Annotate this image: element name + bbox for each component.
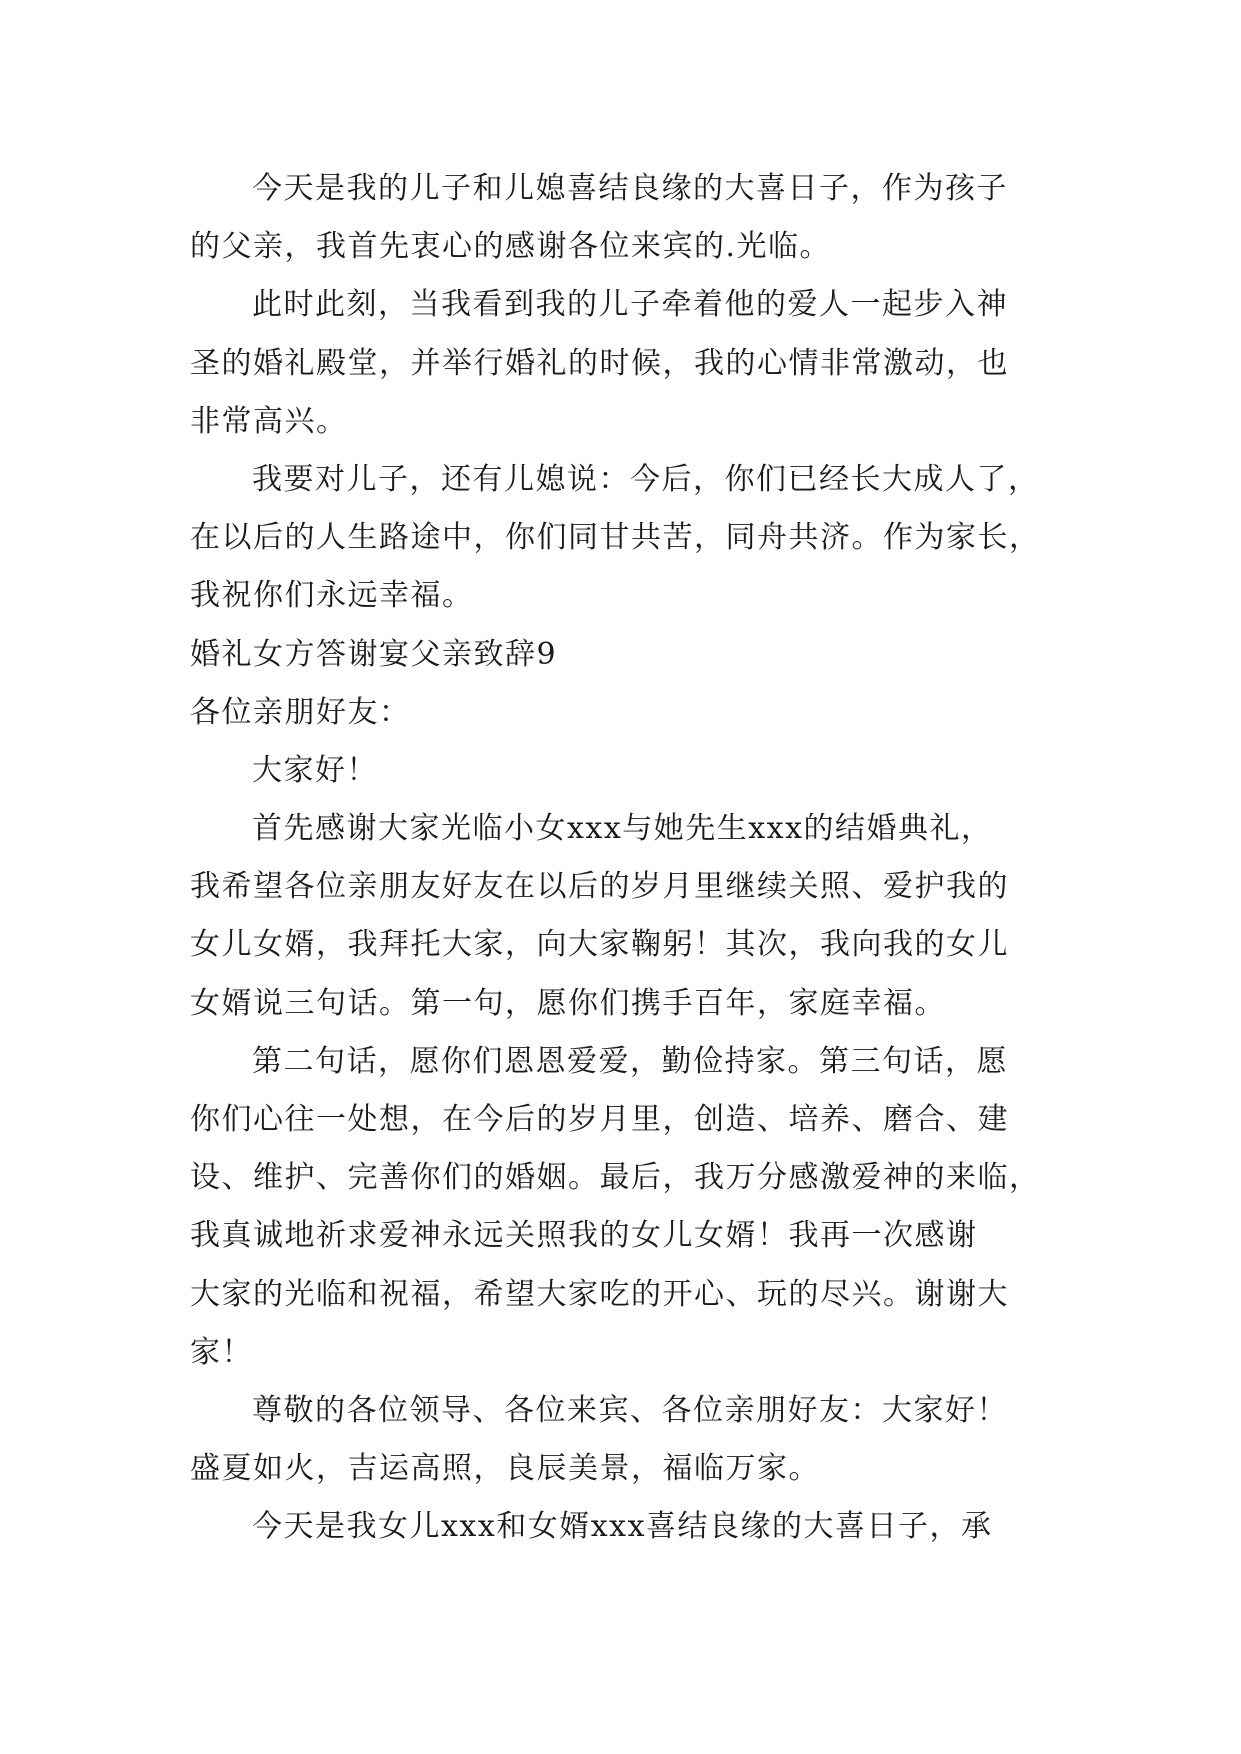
line-text: 我希望各位亲朋友好友在以后的岁月里继续关照、爱护我的 [190, 869, 1009, 905]
text-line [190, 335, 1052, 393]
line-text: 我祝你们永远幸福。 [190, 578, 474, 614]
text-line [190, 1498, 1052, 1556]
line-text: 女儿女婿，我拜托大家，向大家鞠躬！其次，我向我的女儿 [190, 927, 1009, 963]
document-body [190, 160, 1052, 1557]
line-text: 圣的婚礼殿堂，并举行婚礼的时候，我的心情非常激动，也 [190, 345, 1009, 381]
text-line [190, 451, 1052, 509]
text-line [190, 567, 1052, 625]
line-text: 女婿说三句话。第一句，愿你们携手百年，家庭幸福。 [190, 985, 946, 1021]
line-text: 大家的光临和祝福，希望大家吃的开心、玩的尽兴。谢谢大 [190, 1276, 1009, 1312]
line-text: 今天是我的儿子和儿媳喜结良缘的大喜日子，作为孩子 [252, 171, 1008, 206]
text-line [190, 858, 1052, 916]
text-line [190, 975, 1052, 1033]
line-text: 非常高兴。 [190, 403, 348, 439]
line-text: 第二句话，愿你们恩恩爱爱，勤俭持家。第三句话，愿 [252, 1043, 1008, 1079]
line-text: 设、维护、完善你们的婚姻。最后，我万分感激爱神的来临， [190, 1160, 1041, 1196]
line-text: 大家好！ [252, 752, 378, 788]
salutation [190, 684, 1052, 742]
line-text: 我真诚地祈求爱神永远关照我的女儿女婿！我再一次感谢 [190, 1218, 978, 1254]
text-line [190, 1440, 1052, 1498]
line-text: 你们心往一处想，在今后的岁月里，创造、培养、磨合、建 [190, 1102, 1009, 1137]
text-line [190, 160, 1052, 218]
text-line [190, 916, 1052, 974]
text-line [190, 276, 1052, 334]
text-line [190, 800, 1052, 858]
line-text: 尊敬的各位领导、各位来宾、各位亲朋好友：大家好！ [252, 1392, 1008, 1428]
line-text: 首先感谢大家光临小女xxx与她先生xxx的结婚典礼， [252, 811, 993, 847]
text-line [190, 393, 1052, 451]
text-line [190, 218, 1052, 276]
text-line [190, 1266, 1052, 1324]
text-line [190, 509, 1052, 567]
text-line [190, 1149, 1052, 1207]
text-line [190, 1207, 1052, 1265]
line-text: 的父亲，我首先衷心的感谢各位来宾的.光临。 [190, 229, 832, 265]
line-text: 在以后的人生路途中，你们同甘共苦，同舟共济。作为家长， [190, 520, 1041, 556]
text-line [190, 1382, 1052, 1440]
line-text: 我要对儿子，还有儿媳说：今后，你们已经长大成人了， [252, 461, 1040, 497]
text-line [190, 1091, 1052, 1149]
line-text: 家！ [190, 1334, 253, 1370]
text-line [190, 742, 1052, 800]
line-text: 婚礼女方答谢宴父亲致辞9 [190, 636, 558, 672]
line-text: 各位亲朋好友： [190, 694, 411, 730]
line-text: 此时此刻，当我看到我的儿子牵着他的爱人一起步入神 [252, 287, 1008, 323]
line-text: 盛夏如火，吉运高照，良辰美景，福临万家。 [190, 1451, 820, 1487]
text-line [190, 1324, 1052, 1382]
text-line [190, 1033, 1052, 1091]
section-title [190, 626, 1052, 684]
line-text: 今天是我女儿xxx和女婿xxx喜结良缘的大喜日子，承 [252, 1509, 993, 1545]
